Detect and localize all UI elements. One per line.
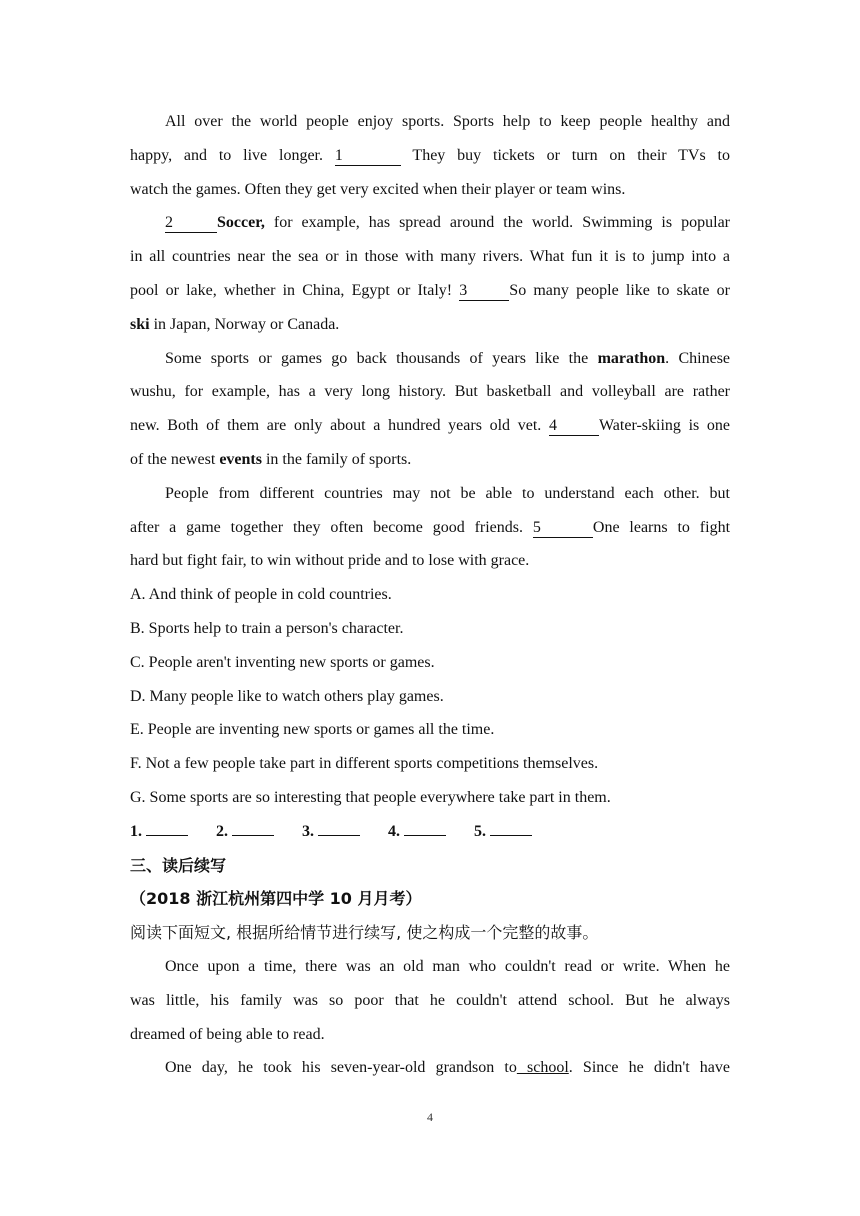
answer-1[interactable] [130, 815, 188, 849]
option-g: G. Some sports are so interesting that people everywhere take part in them. [130, 788, 611, 806]
page-number: 4 [427, 1110, 433, 1124]
blank-3[interactable]: 3 [459, 282, 509, 301]
blank-1[interactable]: 1 [335, 147, 401, 166]
text: So many people like to skate or [509, 281, 731, 299]
section-title: 三、读后续写 [130, 855, 227, 875]
p6-line-1 [130, 1051, 730, 1085]
option-f: F. Not a few people take part in different sports competitions themselves. [130, 755, 599, 773]
text: All over the world people enjoy sports. Sports help to keep people healthy and [165, 113, 730, 130]
answer-5[interactable] [474, 815, 532, 849]
answer-row [130, 815, 730, 849]
text: Once upon a time, there was an old man who couldn't read or write. When he [165, 957, 730, 975]
p2-line-2 [130, 240, 730, 274]
answer-3[interactable] [302, 815, 360, 849]
bold-text: marathon [597, 349, 666, 367]
option-e: E. People are inventing new sports or games all the time. [130, 721, 495, 739]
option-b: B. Sports help to train a person's character. [130, 619, 404, 637]
text: Water-skiing is one [598, 417, 731, 435]
answer-blank[interactable] [232, 820, 274, 836]
text: was little, his family was so poor that he couldn't attend school. But he always [130, 991, 730, 1009]
text: new. Both of them are only about a hundred years old vet. [130, 417, 542, 435]
text: in all countries near the sea or in those with many rivers. What fun it is to jump into a [130, 248, 730, 266]
p2-line-3 [130, 274, 730, 308]
p5-line-3 [130, 1018, 730, 1052]
p4-line-2 [130, 511, 730, 545]
answer-label: 4. [388, 822, 400, 840]
option-d: D. Many people like to watch others play games. [130, 687, 444, 705]
p1-line-3 [130, 173, 730, 207]
text: Some sports or games go back thousands of years like the [165, 349, 589, 367]
p4-line-1 [130, 477, 730, 511]
text: after a game together they often become good friends. [130, 518, 524, 536]
text: People from different countries may not be able to understand each other. but [165, 484, 730, 502]
text: watch the games. Often they get very excited when their player or team wins. [130, 180, 626, 198]
p3-line-2 [130, 375, 730, 409]
p2-line-1 [130, 206, 730, 240]
text: pool or lake, whether in China, Egypt or Italy! [130, 281, 453, 299]
blank-2[interactable]: 2 [165, 214, 217, 233]
text: . Since he didn't have [568, 1059, 731, 1077]
answer-4[interactable] [388, 815, 446, 849]
document-body [130, 105, 730, 1085]
p5-line-1 [130, 950, 730, 984]
bold-text: ski [130, 315, 150, 333]
answer-blank[interactable] [146, 820, 188, 836]
p4-line-3 [130, 544, 730, 578]
p1-line-1 [130, 105, 730, 139]
text: for example, has spread around the world. Swimming is popular [273, 214, 730, 232]
p3-line-4 [130, 443, 730, 477]
p3-line-1 [130, 342, 730, 376]
text: One day, he took his seven-year-old grandson to [165, 1059, 517, 1077]
bold-text: Soccer, [217, 214, 265, 232]
p2-line-4 [130, 308, 730, 342]
instruction: 阅读下面短文, 根据所给情节进行续写, 使之构成一个完整的故事。 [130, 923, 599, 943]
p5-line-2 [130, 984, 730, 1018]
p1-line-2 [130, 139, 730, 173]
blank-5[interactable]: 5 [533, 519, 593, 538]
blank-4[interactable]: 4 [549, 417, 599, 436]
text: . Chinese [665, 349, 731, 367]
answer-blank[interactable] [404, 820, 446, 836]
text: wushu, for example, has a very long history. But basketball and volleyball are rather [130, 383, 730, 401]
text: in Japan, Norway or Canada. [153, 315, 340, 333]
answer-label: 5. [474, 822, 486, 840]
text: hard but fight fair, to win without pride and to lose with grace. [130, 552, 530, 570]
text: of the newest [130, 450, 216, 468]
text: They buy tickets or turn on their TVs to [412, 146, 730, 164]
text: One learns to fight [592, 518, 731, 536]
text: in the family of sports. [265, 450, 412, 468]
text: happy, and to live longer. [130, 146, 323, 164]
text: dreamed of being able to read. [130, 1025, 325, 1043]
option-c: C. People aren't inventing new sports or games. [130, 653, 435, 671]
answer-blank[interactable] [318, 820, 360, 836]
answer-label: 2. [216, 822, 228, 840]
p3-line-3 [130, 409, 730, 443]
option-a: A. And think of people in cold countries. [130, 586, 392, 604]
source-note: （2018 浙江杭州第四中学 10 月月考） [130, 889, 422, 909]
answer-label: 1. [130, 822, 142, 840]
answer-label: 3. [302, 822, 314, 840]
bold-text: events [219, 450, 262, 468]
answer-2[interactable] [216, 815, 274, 849]
answer-blank[interactable] [490, 820, 532, 836]
underlined-word: school [516, 1059, 569, 1077]
